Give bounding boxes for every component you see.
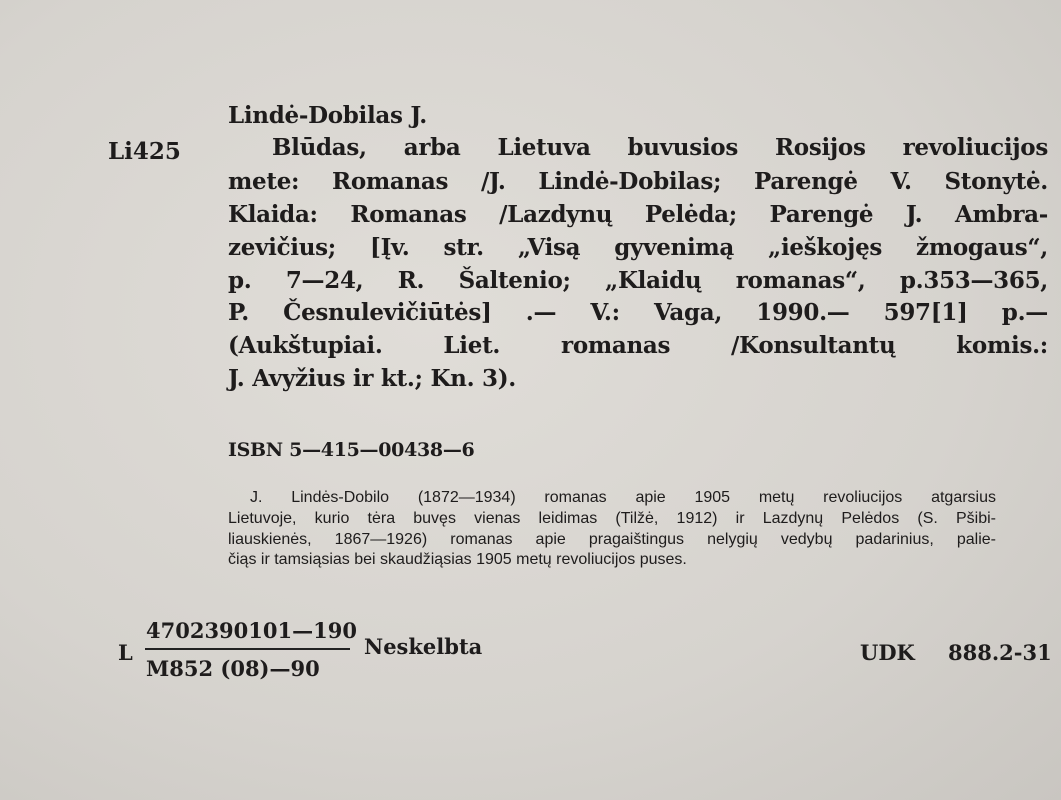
call-number: Li425: [108, 138, 181, 165]
author-heading: Lindė-Dobilas J.: [228, 102, 427, 129]
annotation-line: liauskienės, 1867—1926) romanas apie pragaištingus nelygių vedybų padarinius, palie-: [228, 531, 996, 548]
annotation-line: Lietuvoje, kurio tėra buvęs vienas leidimas (Tilžė, 1912) ir Lazdynų Pelėdos (S. Pšibi-: [228, 510, 996, 527]
entry-line: p. 7—24, R. Šaltenio; „Klaidų romanas“, p.353—365,: [228, 267, 1048, 294]
annotation-line: čiąs ir tamsiąsias bei skaudžiąsias 1905 metų revoliucijos puses.: [228, 551, 687, 568]
entry-line: Blūdas, arba Lietuva buvusios Rosijos revoliucijos: [272, 134, 1048, 161]
entry-line: zevičius; [Įv. str. „Visą gyvenimą „ieškojęs žmogaus“,: [228, 234, 1048, 261]
annotation-line: J. Lindės-Dobilo (1872—1934) romanas apie 1905 metų revoliucijos atgarsius: [250, 489, 996, 506]
footer-denominator: M852 (08)—90: [146, 656, 320, 681]
entry-line: (Aukštupiai. Liet. romanas /Konsultantų komis.:: [228, 332, 1048, 359]
entry-line: Klaida: Romanas /Lazdynų Pelėda; Parengė J. Ambra-: [228, 201, 1048, 228]
footer-note: Neskelbta: [364, 634, 483, 659]
entry-line: P. Česnulevičiūtės] .— V.: Vaga, 1990.— 597[1] p.—: [228, 299, 1048, 326]
footer-numerator: 4702390101—190: [146, 618, 357, 643]
fraction-divider: [145, 648, 350, 650]
entry-line: mete: Romanas /J. Lindė-Dobilas; Parengė V. Stonytė.: [228, 168, 1048, 195]
entry-line: J. Avyžius ir kt.; Kn. 3).: [228, 365, 516, 392]
udk-value: 888.2-31: [948, 640, 1052, 665]
isbn: ISBN 5—415—00438—6: [228, 439, 475, 461]
footer-prefix: L: [118, 640, 133, 665]
udk-label: UDK: [860, 640, 915, 665]
